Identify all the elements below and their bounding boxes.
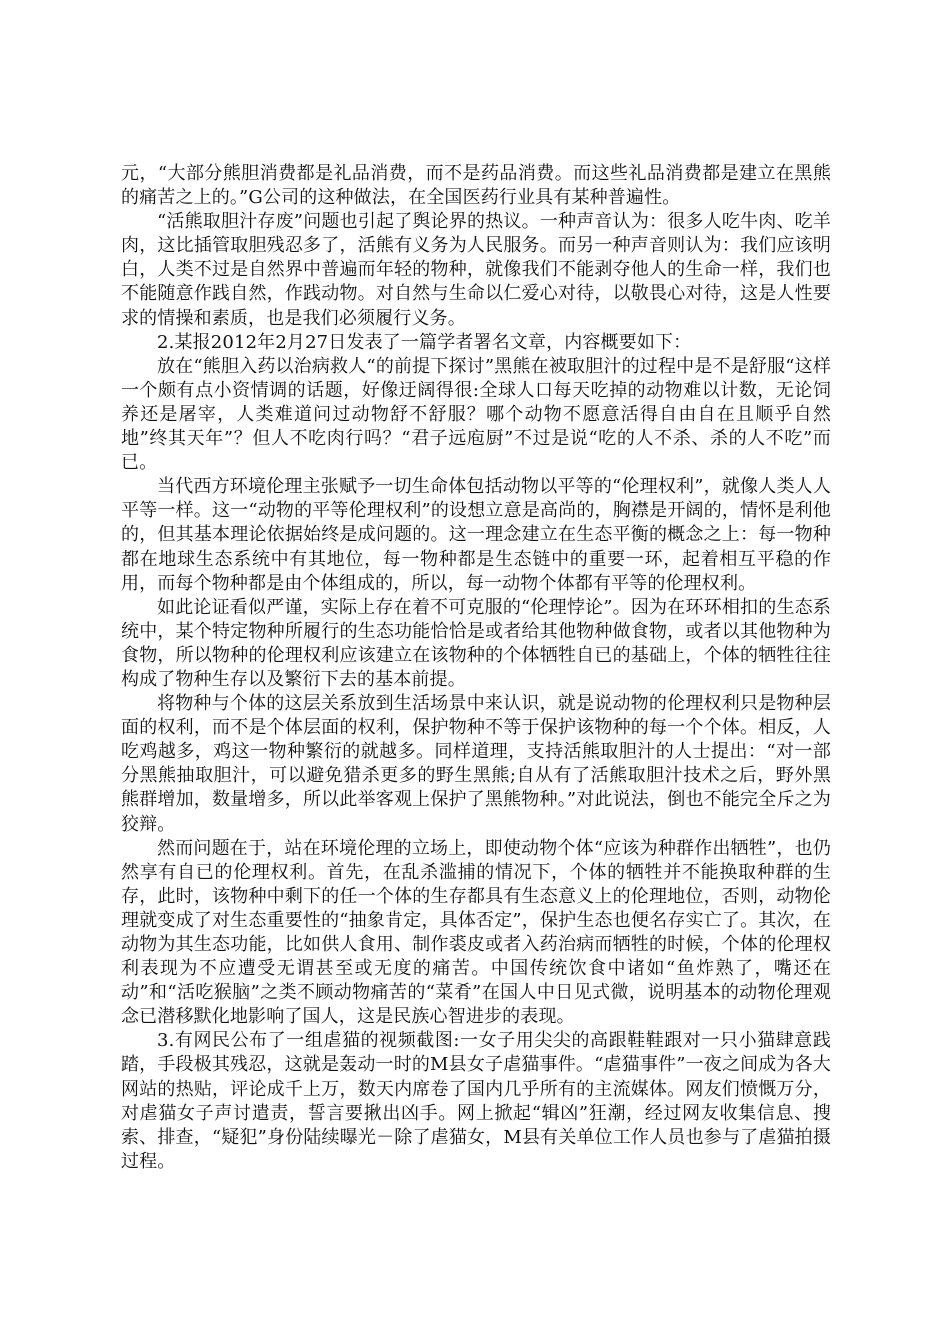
paragraph: 2.某报2012年2月27日发表了一篇学者署名文章，内容概要如下：: [157, 331, 692, 353]
paragraph: 然而问题在于，站在环境伦理的立场上，即使动物个体“应该为种群作出牺牲”，也仍然享有自已的伦理权利。首先，在乱杀滥捕的情况下，个体的牺牲并不能换取种群的生存，此时，该物种中剩下的任一个体的生存都具有生态意义上的伦理地位，否则，动物伦理就变成了对生态重要性的“抽象肯定，具体否定”，保护生态也便名存实亡了。其次，在动物为其生态功能，比如供人食用、制作裘皮或者入药治病而牺牲的时候，个体的伦理权利表现为不应遭受无谓甚至或无度的痛苦。中国传统饮食中诸如“鱼炸熟了，嘴还在动”和“活吃猴脑”之类不顾动物痛苦的“菜肴”在国人中日见式微，说明基本的动物伦理观念已潜移默化地影响了国人，这是民族心智进步的表现。: [121, 837, 831, 1028]
paragraph: 放在“熊胆入药以治病救人“的前提下探讨”黑熊在被取胆汁的过程中是不是舒服“这样一个颇有点小资情调的话题，好像迂阔得很:全球人口每天吃掉的动物难以计数，无论饲养还是屠宰，人类难道问过动物舒不舒服？哪个动物不愿意活得自由自在且顺乎自然地”终其天年”？但人不吃肉行吗？“君子远庖厨”不过是说“吃的人不杀、杀的人不吃”而已。: [121, 355, 831, 474]
paragraph: 3.有网民公布了一组虐猫的视频截图:一女子用尖尖的高跟鞋鞋跟对一只小猫肆意践踏，手段极其残忍，这就是轰动一时的M县女子虐猫事件。“虐猫事件”一夜之间成为各大网站的热贴，评论成千上万，数天内席卷了国内几乎所有的主流媒体。网友们愤慨万分，对虐猫女子声讨遣责，誓言要揪出凶手。网上掀起“辑凶”狂潮，经过网友收集信息、搜索、排查，“疑犯”身份陆续曝光－除了虐猫女，M县有关单位工作人员也参与了虐猫拍摄过程。: [121, 1030, 831, 1172]
paragraph: 如此论证看似严谨，实际上存在着不可克服的“伦理悖论”。因为在环环相扣的生态系统中，某个特定物种所履行的生态功能恰恰是或者给其他物种做食物，或者以其他物种为食物，所以物种的伦理权利应该建立在该物种的个体牺牲自已的基础上，个体的牺牲往往构成了物种生存以及繁衍下去的基本前提。: [121, 596, 831, 690]
paragraph: 将物种与个体的这层关系放到生活场景中来认识，就是说动物的伦理权利只是物种层面的权利，而不是个体层面的权利，保护物种不等于保护该物种的每一个个体。相反，人吃鸡越多，鸡这一物种繁衍的就越多。同样道理，支持活熊取胆汁的人士提出：“对一部分黑熊抽取胆汁，可以避免猎杀更多的野生黑熊;自从有了活熊取胆汁技术之后，野外黑熊群增加，数量增多，所以此举客观上保护了黑熊物种。”对此说法，倒也不能完全斥之为狡辩。: [121, 693, 831, 835]
paragraph: “活熊取胆汁存废”问题也引起了舆论界的热议。一种声音认为：很多人吃牛肉、吃羊肉，这比插管取胆残忍多了，活熊有义务为人民服务。而另一种声音则认为：我们应该明白，人类不过是自然界中普遍而年轻的物种，就像我们不能剥夺他人的生命一样，我们也不能随意作践自然，作践动物。对自然与生命以仁爱心对待，以敬畏心对待，这是人性要求的情操和素质，也是我们必须履行义务。: [121, 211, 831, 329]
paragraph: 当代西方环境伦理主张赋予一切生命体包括动物以平等的“伦理权利”，就像人类人人平等一样。这一“动物的平等伦理权利”的设想立意是高尚的，胸襟是开阔的，情怀是利他的，但其基本理论依据始终是成问题的。这一理念建立在生态平衡的概念之上：每一物种都在地球生态系统中有其地位，每一物种都是生态链中的重要一环，起着相互平稳的作用，而每个物种都是由个体组成的，所以，每一动物个体都有平等的伦理权利。: [121, 476, 831, 594]
paragraph: 元，“大部分熊胆消费都是礼品消费，而不是药品消费。而这些礼品消费都是建立在黑熊的痛苦之上的。”G公司的这种做法，在全国医药行业具有某种普遍性。: [121, 163, 831, 209]
document-body: [121, 162, 831, 1174]
